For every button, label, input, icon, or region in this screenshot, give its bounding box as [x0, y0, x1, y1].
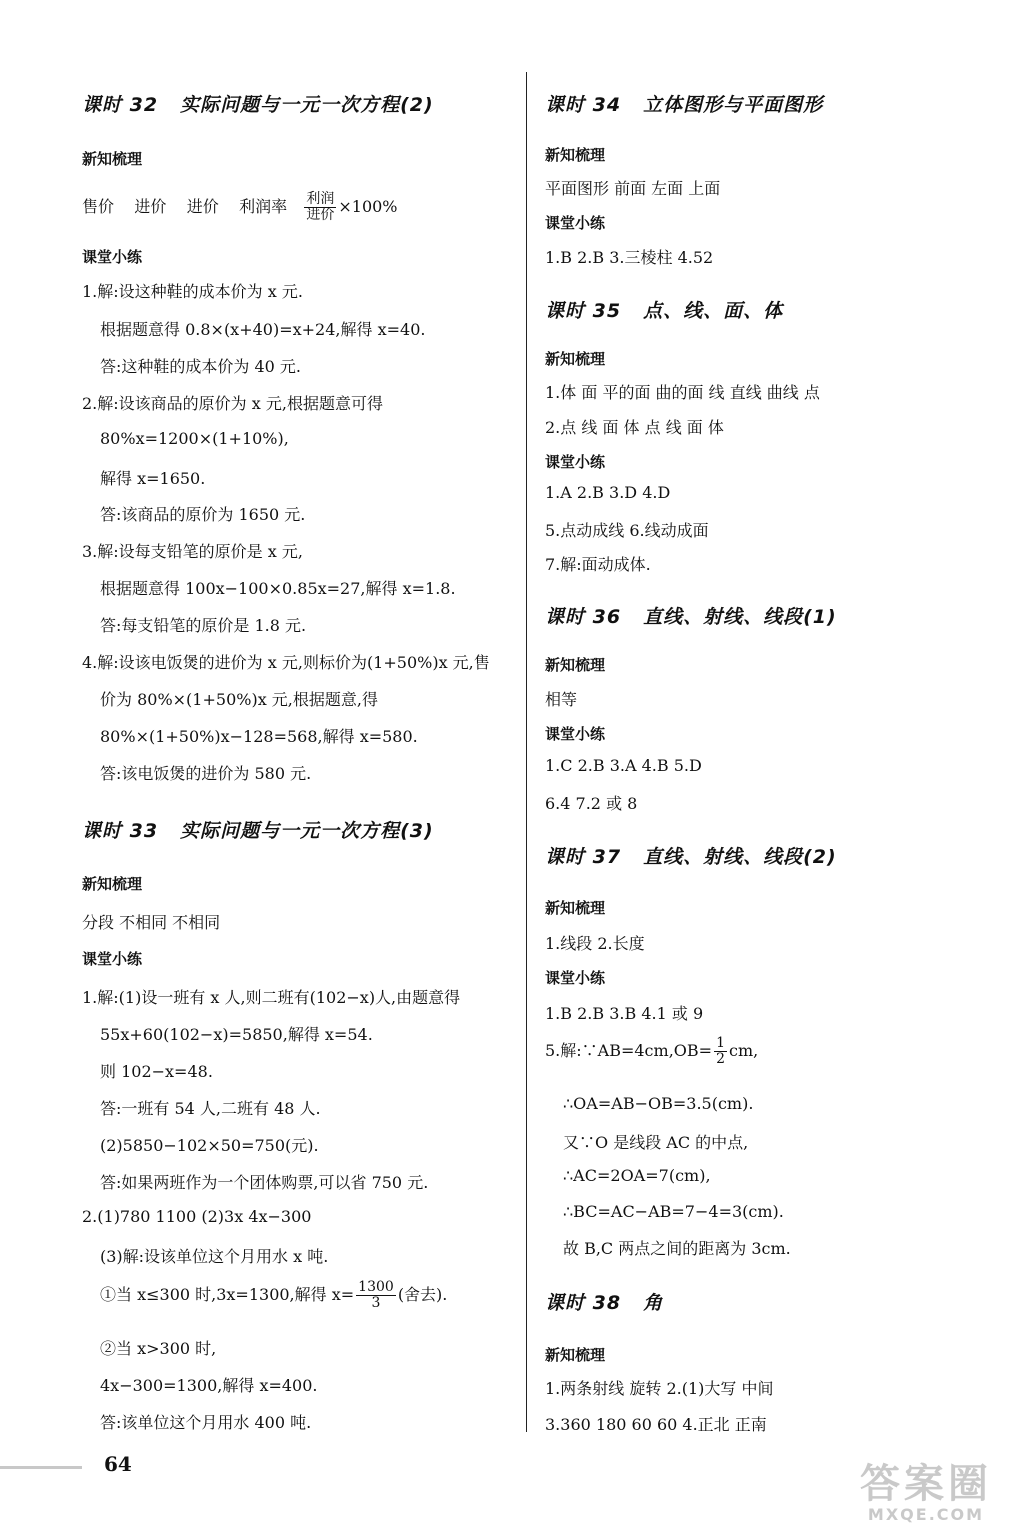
- lesson-title: 实际问题与一元一次方程(2): [180, 94, 434, 116]
- fill-answers: 1.两条射线 旋转 2.(1)大写 中间: [545, 1379, 774, 1398]
- answer-line: 80%×(1+50%)x−128=568,解得 x=580.: [100, 727, 418, 746]
- answer-line: 答:每支铅笔的原价是 1.8 元.: [100, 616, 307, 635]
- lesson-33-heading: [82, 816, 434, 843]
- answer-line: 4.解:设该电饭煲的进价为 x 元,则标价为(1+50%)x 元,售: [82, 653, 490, 672]
- answer-line: 答:一班有 54 人,二班有 48 人.: [100, 1099, 321, 1118]
- fill-answers: 分段 不相同 不相同: [82, 913, 221, 932]
- answer-line: 1.C 2.B 3.A 4.B 5.D: [545, 756, 702, 775]
- answer-line: 根据题意得 100x−100×0.85x=27,解得 x=1.8.: [100, 579, 456, 598]
- answer-line: 则 102−x=48.: [100, 1062, 213, 1081]
- fill-answers: 1.线段 2.长度: [545, 934, 645, 953]
- footer-rule: [0, 1466, 82, 1469]
- answer-line: 1.B 2.B 3.B 4.1 或 9: [545, 1004, 704, 1023]
- answer-line: 根据题意得 0.8×(x+40)=x+24,解得 x=40.: [100, 320, 426, 339]
- answer-line: 故 B,C 两点之间的距离为 3cm.: [563, 1239, 791, 1258]
- answer-line: 解得 x=1650.: [100, 469, 206, 488]
- lesson-number: 课时 32: [82, 94, 159, 116]
- answer-line: ②当 x>300 时,: [100, 1339, 217, 1358]
- lesson-34-heading: [545, 90, 823, 117]
- lesson-36-heading: [545, 602, 837, 629]
- fill-answers: 2.点 线 面 体 点 线 面 体: [545, 418, 724, 437]
- answer-line: 答:这种鞋的成本价为 40 元.: [100, 357, 302, 376]
- lesson-number: 课时 35: [545, 300, 622, 322]
- answer-line: 答:该商品的原价为 1650 元.: [100, 505, 306, 524]
- lesson-number: 课时 38: [545, 1292, 622, 1314]
- answer-line: 3.解:设每支铅笔的原价是 x 元,: [82, 542, 303, 561]
- lesson-38-heading: [545, 1288, 663, 1315]
- answer-line: 5.解:∵AB=4cm,OB= $\frac{1}{2}$ cm,: [545, 1035, 759, 1067]
- answer-line: 2.解:设该商品的原价为 x 元,根据题意可得: [82, 394, 383, 413]
- watermark-logo-text: 答案圈: [860, 1461, 992, 1507]
- answer-line: 答:该单位这个月用水 400 吨.: [100, 1413, 312, 1432]
- answer-line: (3)解:设该单位这个月用水 x 吨.: [100, 1247, 329, 1266]
- column-divider: [526, 72, 527, 1432]
- fill-answers: 平面图形 前面 左面 上面: [545, 179, 721, 198]
- answer-line: ∴AC=2OA=7(cm),: [563, 1166, 711, 1185]
- section-label: 课堂小练: [82, 248, 143, 266]
- section-label: 课堂小练: [82, 950, 143, 968]
- answer-line: 5.点动成线 6.线动成面: [545, 521, 709, 540]
- section-label: 课堂小练: [545, 969, 606, 987]
- answer: 利润率: [239, 197, 288, 216]
- lesson-number: 课时 33: [82, 820, 159, 842]
- section-label: 课堂小练: [545, 214, 606, 232]
- fraction: $\frac{1}{2}$: [716, 1035, 725, 1067]
- answer: ×100%: [338, 197, 398, 216]
- answer-line: 7.解:面动成体.: [545, 555, 651, 574]
- section-label: 新知梳理: [82, 150, 143, 168]
- page-number: 64: [104, 1452, 132, 1476]
- lesson-number: 课时 37: [545, 846, 622, 868]
- answer-line: 1.A 2.B 3.D 4.D: [545, 483, 671, 502]
- watermark-url: MXQE.COM: [867, 1505, 985, 1524]
- answer-line: 答:如果两班作为一个团体购票,可以省 750 元.: [100, 1173, 429, 1192]
- fill-answers: 相等: [545, 690, 578, 709]
- answer: 进价: [134, 197, 167, 216]
- lesson-title: 立体图形与平面图形: [643, 94, 824, 116]
- section-label: 课堂小练: [545, 725, 606, 743]
- fill-answers: 3.360 180 60 60 4.正北 正南: [545, 1415, 767, 1434]
- answer-line: 又∵O 是线段 AC 的中点,: [563, 1133, 749, 1152]
- answer-line: 2.(1)780 1100 (2)3x 4x−300: [82, 1207, 312, 1226]
- lesson-35-heading: [545, 296, 783, 323]
- lesson-title: 直线、射线、线段(1): [643, 606, 837, 628]
- section-label: 新知梳理: [545, 656, 606, 674]
- answer: 进价: [186, 197, 219, 216]
- lesson-title: 点、线、面、体: [643, 300, 784, 322]
- fraction: $\frac{1300}{3}$: [358, 1279, 394, 1311]
- answer-line: ∴OA=AB−OB=3.5(cm).: [563, 1094, 754, 1113]
- answer-line: 6.4 7.2 或 8: [545, 794, 638, 813]
- answer-line: 4x−300=1300,解得 x=400.: [100, 1376, 318, 1395]
- fraction: $\frac{\text{利润}}{\text{进价}}$: [306, 191, 335, 223]
- section-label: 新知梳理: [545, 1346, 606, 1364]
- watermark-logo: [836, 1462, 1016, 1532]
- section-label: 新知梳理: [82, 875, 143, 893]
- section-label: 新知梳理: [545, 899, 606, 917]
- answer-line: ①当 x≤300 时,3x=1300,解得 x= $\frac{1300}{3}$ (舍去).: [100, 1279, 448, 1311]
- lesson-title: 直线、射线、线段(2): [643, 846, 837, 868]
- lesson-title: 实际问题与一元一次方程(3): [180, 820, 434, 842]
- section-label: 新知梳理: [545, 350, 606, 368]
- answer-line: 80%x=1200×(1+10%),: [100, 429, 289, 448]
- answer-line: ∴BC=AC−AB=7−4=3(cm).: [563, 1202, 784, 1221]
- lesson-37-heading: [545, 842, 837, 869]
- answer-line: 1.解:设这种鞋的成本价为 x 元.: [82, 282, 303, 301]
- section-label: 课堂小练: [545, 453, 606, 471]
- lesson-number: 课时 34: [545, 94, 622, 116]
- lesson-number: 课时 36: [545, 606, 622, 628]
- answer-line: 价为 80%×(1+50%)x 元,根据题意,得: [100, 690, 378, 709]
- answer-line: 1.解:(1)设一班有 x 人,则二班有(102−x)人,由题意得: [82, 988, 461, 1007]
- fill-answers: 1.体 面 平的面 曲的面 线 直线 曲线 点: [545, 383, 820, 402]
- answer-line: (2)5850−102×50=750(元).: [100, 1136, 319, 1155]
- fill-answers: [82, 192, 398, 223]
- answer-line: 55x+60(102−x)=5850,解得 x=54.: [100, 1025, 373, 1044]
- answer: 售价: [82, 197, 115, 216]
- lesson-title: 角: [643, 1292, 664, 1314]
- lesson-32-heading: [82, 90, 434, 117]
- answer-line: 答:该电饭煲的进价为 580 元.: [100, 764, 312, 783]
- section-label: 新知梳理: [545, 146, 606, 164]
- answer-line: 1.B 2.B 3.三棱柱 4.52: [545, 248, 714, 267]
